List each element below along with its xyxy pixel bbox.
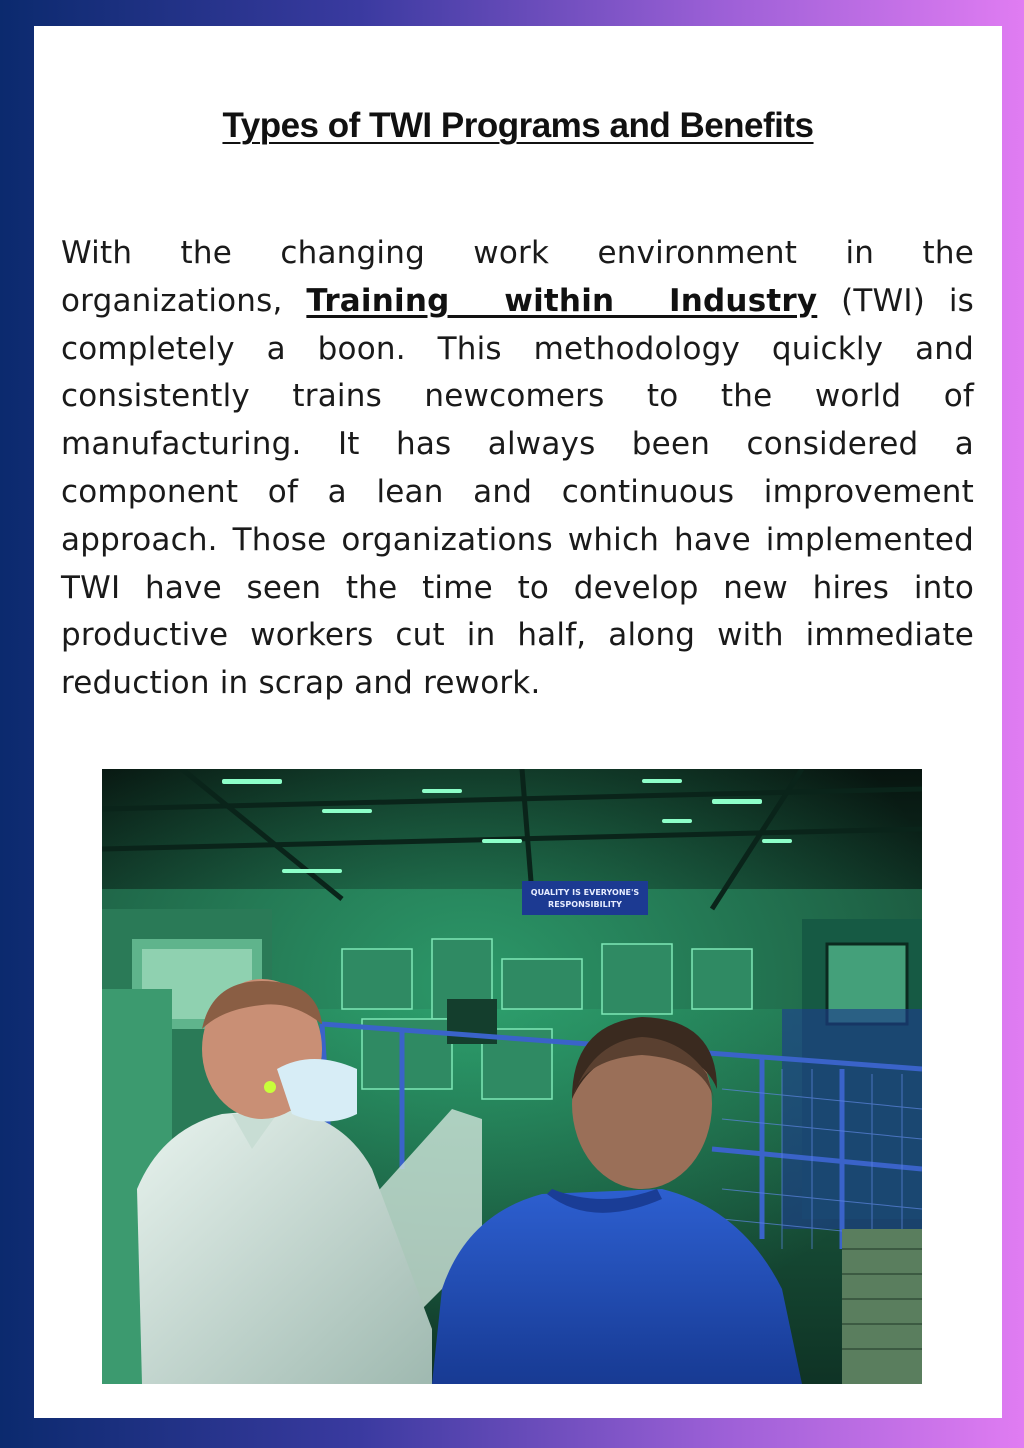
twi-link[interactable]: Training within Industry: [306, 282, 818, 319]
page-title: Types of TWI Programs and Benefits: [222, 106, 814, 145]
banner-line-1: QUALITY IS EVERYONE'S: [530, 888, 640, 897]
banner-line-2: RESPONSIBILITY: [548, 900, 622, 909]
paragraph-text-end: (TWI) is completely a boon. This methodology quickly and consistently trains newcomers to the world of manufacturing. It has always been considered a component of a lean and continuous improvement approach. Those organizations which have implemented TWI have seen the time to develop new hires into productive workers cut in half, along with immediate reduction in scrap and rework.: [61, 282, 974, 702]
factory-photo: [102, 769, 922, 1384]
paragraph-text-start: With the changing work environment in the organizations,: [61, 235, 974, 319]
intro-paragraph: [61, 230, 974, 708]
document-page: [34, 26, 1002, 1418]
